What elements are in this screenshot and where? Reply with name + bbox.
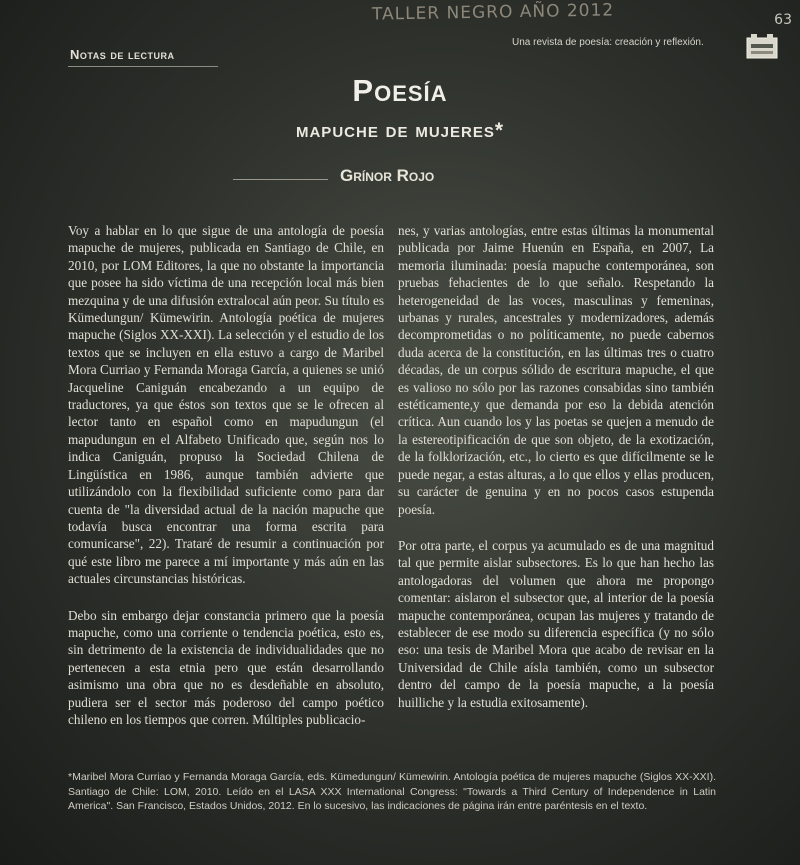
body-paragraph: Voy a hablar en lo que sigue de una antología de poesía mapuche de mujeres, publicada en Santiago de Chile, en 2010, por LOM Editores, la que no obstante la importancia que posee ha sido víctima de una recepción local más bien mezquina y de una difusión extralocal aún peor. Su título es Kümedungun/ Kümewirin. Antología poética de mujeres mapuche (Siglos XX-XXI). La selección y el estudio de los textos que se incluyen en ella estuvo a cargo de Maribel Mora Curriao y Fernanda Moraga García, a quienes se unió Jacqueline Caniguán encabezando a un equipo de traductores, ya que éstos son textos que se le ofrecen al lector tanto en español como en mapudungun (el mapudungun en el Alfabeto Unificado que, según nos lo indica Caniguán, propuso la Sociedad Chilena de Lingüística en 1986, aunque también advierte que utilizándolo con la flexibilidad suficiente como para dar cuenta de "la diversidad actual de la nación mapuche que todavía busca encontrar una forma escrita para comunicarse", 22). Trataré de resumir a continuación por qué este libro me parece a mí importante y más aún en las actuales circunstancias históricas. <box>68 223 384 587</box>
footnote: *Maribel Mora Curriao y Fernanda Moraga García, eds. Kümedungun/ Kümewirin. Antología poética de mujeres mapuche (Siglos XX-XXI). Santiago de Chile: LOM, 2010. Leído en el LASA XXX International Congress: "Towards a Third Century of Independence in Latin America". San Francisco, Estados Unidos, 2012. En lo sucesivo, las indicaciones de página irán entre paréntesis en el texto. <box>68 771 716 812</box>
article-subtitle: mapuche de mujeres* <box>295 119 505 142</box>
journal-tagline: Una revista de poesía: creación y reflexión. <box>512 37 704 48</box>
author-rule <box>233 179 328 180</box>
page-number: 63 <box>774 12 792 28</box>
body-column-right <box>398 222 714 711</box>
section-label: Notas de lectura <box>70 47 175 62</box>
body-paragraph: Por otra parte, el corpus ya acumulado es de una magnitud tal que permite aislar subsectores. Es lo que han hecho las antologadoras del volumen que ahora me propongo comentar: aislaron el subsector que, al interior de la poesía mapuche contemporánea, ocupan las mujeres y tratando de establecer de ese modo su diferencia específica (y no sólo eso: una tesis de Maribel Mora que acabo de revisar en la Universidad de Chile aísla también, como un subsector dentro del campo de la poesía mapuche, a la poesía huilliche y la estudia exitosamente). <box>398 537 714 710</box>
header-rule <box>68 66 218 67</box>
article-author: Grínor Rojo <box>340 166 435 185</box>
journal-logo <box>744 32 780 62</box>
body-paragraph: Debo sin embargo dejar constancia primero que la poesía mapuche, como una corriente o tendencia poética, esto es, sin detrimento de la existencia de individualidades que no pertenecen a esta etnia pero que están desarrollando asimismo una obra que no es desdeñable en absoluto, pudiera ser el sector más poderoso del campo poético chileno en los tiempos que corren. Múltiples publicacio- <box>68 607 384 727</box>
body-column-left <box>68 222 384 728</box>
body-paragraph: nes, y varias antologías, entre estas últimas la monumental publicada por Jaime Huenún en España, en 2007, La memoria iluminada: poesía mapuche contemporánea, son pruebas fehacientes de lo que señalo. Respetando la heterogeneidad de las voces, masculinas y femeninas, urbanas y rurales, ancestrales y modernizadores, además decomprometidas o no políticamente, no puede cabernos duda acerca de la constitución, en las últimas tres o cuatro décadas, de un corpus sólido de escritura mapuche, el que es valioso no sólo por las razones consabidas sino también estéticamente,y que demanda por eso la debida atención crítica. Aun cuando los y las poetas se quejen a menudo de la estereotipificación de que son objeto, de la exotización, de la folklorización, etc., lo cierto es que difícilmente se le puede negar, a estas alturas, a lo que ellos y ellas producen, su carácter de genuina y en no pocos casos estupenda poesía. <box>398 223 714 517</box>
handwritten-annotation: TALLER NEGRO AÑO 2012 <box>371 0 615 25</box>
article-title: Poesía <box>352 73 448 108</box>
